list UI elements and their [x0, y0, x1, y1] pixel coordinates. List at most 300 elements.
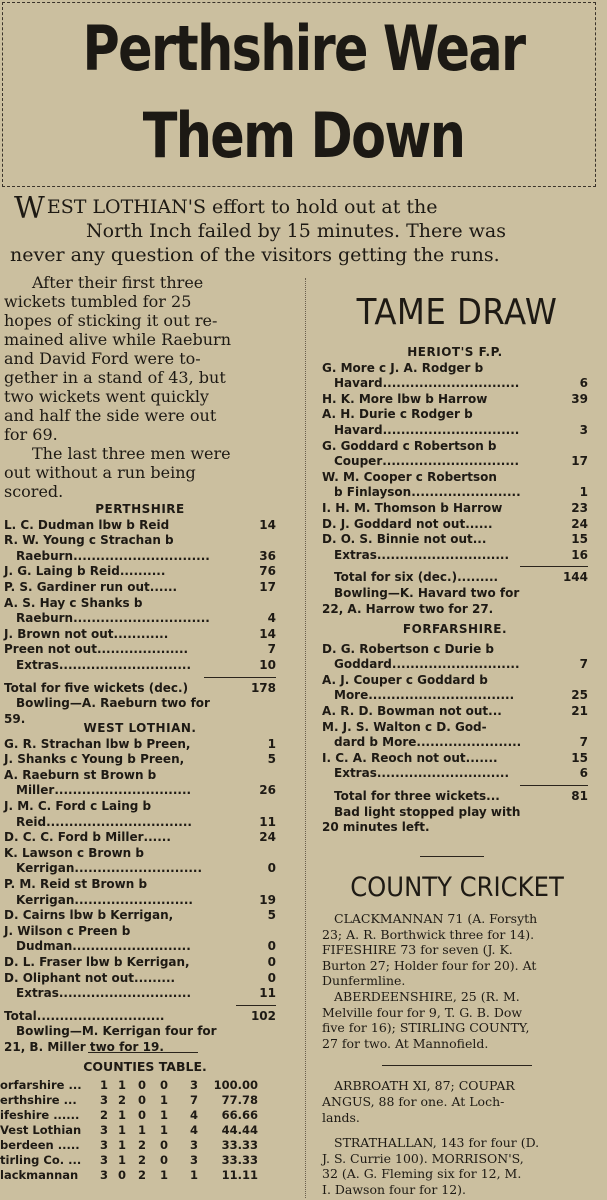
table-cell-l: 0 [137, 1078, 146, 1092]
runs-score: 26 [259, 783, 276, 798]
table-cell-team: lackmannan [0, 1168, 79, 1182]
batsman-entry: D. J. Goddard not out [322, 516, 466, 531]
leader-dots [483, 361, 588, 377]
leader-dots: ... [488, 703, 502, 718]
batsman-entry: W. M. Cooper c Robertson [322, 469, 497, 484]
leader-dots: .............................. [73, 548, 210, 563]
leader-dots [174, 533, 276, 549]
runs-score: 0 [267, 861, 276, 876]
batsman-entry: G. More c J. A. Rodger b [322, 360, 484, 375]
drop-cap: W [14, 191, 45, 226]
body-line: wickets tumbled for 25 [4, 292, 192, 311]
batsman-entry: Goddard [334, 657, 392, 672]
counties-table [0, 1059, 290, 1183]
batsman-entry: P. S. Gardiner run out [4, 579, 150, 594]
headline-line-1: Perthshire Wear [82, 12, 525, 85]
table-cell-p: 3 [99, 1168, 108, 1182]
lead-line-2: North Inch failed by 15 minutes. There was [86, 220, 506, 242]
result-line: lands. [322, 1109, 360, 1125]
runs-score: 19 [259, 892, 276, 907]
batsman-entry: P. M. Reid st Brown b [4, 876, 148, 891]
leader-dots: ...... [143, 830, 171, 845]
score-row [322, 485, 588, 501]
score-row [4, 658, 276, 674]
batsman-entry: Extras [16, 657, 59, 672]
west-lothian-bowling: Bowling—M. Kerrigan four for [16, 1024, 217, 1039]
score-row [322, 517, 588, 533]
score-row [322, 423, 588, 439]
batsman-entry: Extras [334, 766, 377, 781]
table-cell-team: tirling Co. ... [0, 1153, 82, 1167]
runs-score: 17 [259, 579, 276, 594]
table-row [0, 1138, 290, 1153]
result-line: five for 16); STIRLING COUNTY, [322, 1020, 530, 1036]
table-row [0, 1153, 290, 1168]
score-row [4, 939, 276, 955]
result-line: 32 (A. G. Fleming six for 12, M. [322, 1166, 522, 1182]
table-cell-pct: 100.00 [213, 1078, 258, 1092]
total-score: 144 [562, 570, 588, 585]
leader-dots: ...... [465, 516, 493, 531]
table-cell-pct: 33.33 [221, 1138, 258, 1152]
body-line: out without a run being [4, 463, 196, 482]
table-cell-d: 1 [159, 1168, 168, 1182]
table-cell-pct: 44.44 [221, 1123, 258, 1137]
leader-dots [142, 596, 276, 612]
table-cell-l: 1 [137, 1123, 146, 1137]
body-line: for 69. [4, 425, 58, 444]
result-line: 27 for two. At Mannofield. [322, 1035, 489, 1051]
total-score: 81 [571, 788, 588, 803]
batsman-entry: G. Goddard c Robertson b [322, 438, 497, 453]
leader-dots: .......................... [72, 939, 191, 954]
leader-dots: ......... [134, 970, 176, 985]
score-row [322, 720, 588, 736]
leader-dots [487, 392, 571, 408]
headline-line-2: Them Down [142, 99, 465, 172]
table-cell-l: 2 [137, 1153, 146, 1167]
score-row [322, 439, 588, 455]
leader-dots: .............................. [382, 422, 520, 437]
table-cell-d: 1 [159, 1108, 168, 1122]
table-cell-w: 1 [117, 1138, 126, 1152]
batsman-entry: Preen not out [4, 642, 97, 657]
leader-dots [190, 955, 268, 971]
result-line: FIFESHIRE 73 for seven (J. K. [322, 942, 513, 958]
table-cell-pts: 4 [189, 1123, 198, 1137]
leader-dots [184, 752, 267, 768]
table-cell-pts: 1 [189, 1168, 198, 1182]
batsman-entry: A. H. Durie c Rodger b [322, 407, 473, 422]
body-line: and David Ford were to- [4, 349, 201, 368]
score-row [4, 627, 276, 643]
score-row [322, 704, 588, 720]
batsman-entry: A. J. Couper c Goddard b [322, 672, 488, 687]
table-cell-w: 1 [117, 1078, 126, 1092]
leader-dots [497, 470, 588, 486]
score-row [322, 673, 588, 689]
score-row [4, 596, 276, 612]
score-row [4, 580, 276, 596]
table-cell-p: 1 [99, 1078, 108, 1092]
batsman-entry: M. J. S. Walton c D. God- [322, 719, 487, 734]
leader-dots [488, 673, 588, 689]
table-cell-team: berdeen ..... [0, 1138, 80, 1152]
score-row [322, 376, 588, 392]
heriots-bowling: Bowling—K. Havard two for [334, 585, 520, 600]
score-row [4, 737, 276, 753]
score-row [322, 454, 588, 470]
score-row [4, 533, 276, 549]
score-row [322, 548, 588, 564]
score-row [4, 642, 276, 658]
leader-dots: .............................. [54, 783, 192, 798]
lead-paragraph [10, 191, 596, 267]
score-row [4, 830, 276, 846]
runs-score: 23 [571, 500, 588, 515]
county-cricket-results [322, 911, 592, 1198]
leader-dots: ............................ [391, 657, 520, 672]
runs-score: 36 [259, 548, 276, 563]
batsman-entry: Havard [334, 376, 383, 391]
runs-score: 16 [571, 547, 588, 562]
runs-score: 39 [571, 391, 588, 406]
score-row [322, 642, 588, 658]
table-cell-pct: 33.33 [221, 1153, 258, 1167]
result-line: CLACKMANNAN 71 (A. Forsyth [334, 911, 538, 926]
leader-dots: ............................ [74, 861, 203, 876]
total-rule [204, 677, 276, 678]
total-dots: ... [486, 788, 500, 803]
runs-score: 17 [571, 454, 588, 469]
leader-dots: ....................... [416, 735, 522, 750]
total-dots: ............................ [36, 1008, 165, 1023]
west-lothian-scorecard [4, 721, 276, 1055]
batsman-entry: K. Lawson c Brown b [4, 845, 144, 860]
batsman-entry: J. M. C. Ford c Laing b [4, 798, 152, 813]
table-cell-pct: 11.11 [221, 1168, 258, 1182]
batsman-entry: G. R. Strachan lbw b Preen, [4, 736, 191, 751]
total-rule [236, 1005, 276, 1006]
score-row [4, 877, 276, 893]
batsman-entry: J. Wilson c Preen b [4, 923, 131, 938]
score-row [4, 924, 276, 940]
runs-score: 14 [259, 626, 276, 641]
perthshire-bowling-cont: 59. [4, 711, 26, 726]
column-divider [305, 278, 307, 1198]
heriots-total [322, 570, 588, 586]
batsman-entry: Couper [334, 454, 383, 469]
counties-table-heading: COUNTIES TABLE. [83, 1059, 207, 1074]
score-row [4, 893, 276, 909]
table-divider [88, 1052, 198, 1053]
leader-dots: ............................. [376, 766, 510, 781]
heriots-heading: HERIOT'S F.P. [407, 345, 503, 359]
batsman-entry: b Finlayson [334, 485, 412, 500]
forfarshire-total [322, 789, 588, 805]
leader-dots [130, 924, 276, 940]
leader-dots [173, 908, 267, 924]
result-line: ANGUS, 88 for one. At Loch- [322, 1093, 505, 1109]
table-cell-pts: 4 [189, 1108, 198, 1122]
score-row [4, 752, 276, 768]
table-cell-pts: 7 [189, 1093, 198, 1107]
score-row [322, 735, 588, 751]
batsman-entry: Extras [16, 986, 59, 1001]
table-cell-pts: 3 [189, 1138, 198, 1152]
runs-score: 5 [267, 752, 276, 767]
runs-score: 76 [259, 564, 276, 579]
runs-score: 4 [267, 611, 276, 626]
batsman-entry: A. Raeburn st Brown b [4, 767, 157, 782]
leader-dots [144, 846, 276, 862]
batsman-entry: Kerrigan [16, 892, 75, 907]
body-line: and half the side were out [4, 406, 217, 425]
leader-dots: ... [472, 532, 487, 547]
score-row [322, 407, 588, 423]
runs-score: 6 [579, 376, 588, 391]
runs-score: 24 [571, 516, 588, 531]
table-cell-l: 2 [137, 1168, 146, 1182]
leader-dots: .......... [119, 564, 166, 579]
leader-dots: ................................ [46, 814, 192, 829]
runs-score: 5 [267, 908, 276, 923]
leader-dots [473, 407, 588, 423]
batsman-entry: Kerrigan [16, 861, 75, 876]
body-line: scored. [4, 482, 64, 501]
score-row [322, 532, 588, 548]
batsman-entry: dard b More [334, 735, 417, 750]
total-rule [520, 566, 588, 567]
body-line: gether in a stand of 43, but [4, 368, 226, 387]
batsman-entry: I. C. A. Reoch not out [322, 750, 466, 765]
table-cell-w: 0 [117, 1168, 126, 1182]
table-cell-d: 0 [159, 1138, 168, 1152]
runs-score: 7 [267, 642, 276, 657]
table-cell-p: 3 [99, 1138, 108, 1152]
table-cell-team: erthshire ... [0, 1093, 77, 1107]
table-row [0, 1093, 290, 1108]
result-line: Melville four for 9, T. G. B. Dow [322, 1004, 523, 1020]
batsman-entry: D. L. Fraser lbw b Kerrigan, [4, 954, 190, 969]
perthshire-bowling: Bowling—A. Raeburn two for [16, 696, 210, 711]
table-cell-w: 1 [117, 1108, 126, 1122]
leader-dots [147, 877, 276, 893]
batsman-entry: D. C. C. Ford b Miller [4, 830, 144, 845]
forfarshire-heading: FORFARSHIRE. [402, 622, 508, 636]
score-row [322, 501, 588, 517]
table-cell-d: 1 [159, 1093, 168, 1107]
batsman-entry: Miller [16, 783, 55, 798]
table-cell-p: 3 [99, 1093, 108, 1107]
score-row [4, 611, 276, 627]
score-row [4, 768, 276, 784]
perthshire-heading: PERTHSHIRE [95, 502, 185, 516]
total-score: 178 [250, 680, 276, 695]
score-row [4, 846, 276, 862]
table-cell-l: 0 [137, 1108, 146, 1122]
batsman-entry: Reid [16, 814, 47, 829]
table-cell-w: 1 [117, 1153, 126, 1167]
leader-dots: .......................... [74, 892, 193, 907]
leader-dots [151, 799, 276, 815]
runs-score: 14 [259, 517, 276, 532]
table-cell-p: 3 [99, 1153, 108, 1167]
runs-score: 1 [267, 736, 276, 751]
forfarshire-note-cont: 20 minutes left. [322, 820, 430, 835]
total-label: Total for six (dec.) [334, 570, 458, 585]
table-cell-d: 1 [159, 1123, 168, 1137]
lead-line-1: EST LOTHIAN'S effort to hold out at the [46, 196, 438, 218]
score-row [322, 688, 588, 704]
table-cell-pct: 77.78 [221, 1093, 258, 1107]
batsman-entry: D. G. Robertson c Durie b [322, 641, 494, 656]
total-label: Total for three wickets [334, 788, 487, 803]
score-row [322, 766, 588, 782]
table-cell-d: 0 [159, 1153, 168, 1167]
score-row [322, 470, 588, 486]
body-line: mained alive while Raeburn [4, 330, 232, 349]
batsman-entry: D. Cairns lbw b Kerrigan, [4, 908, 174, 923]
result-line: STRATHALLAN, 143 for four (D. [334, 1135, 540, 1151]
runs-score: 0 [267, 939, 276, 954]
table-cell-l: 2 [137, 1138, 146, 1152]
result-line: Burton 27; Holder four for 20). At [322, 957, 537, 973]
runs-score: 11 [259, 814, 276, 829]
leader-dots: ...... [149, 579, 178, 594]
table-cell-w: 1 [117, 1123, 126, 1137]
score-row [4, 955, 276, 971]
batsman-entry: Havard [334, 422, 383, 437]
batsman-entry: Extras [334, 547, 377, 562]
score-row [322, 751, 588, 767]
leader-dots: .............................. [73, 611, 210, 626]
runs-score: 0 [267, 954, 276, 969]
runs-score: 25 [571, 688, 588, 703]
runs-score: 7 [579, 735, 588, 750]
score-row [4, 518, 276, 534]
table-cell-w: 2 [117, 1093, 126, 1107]
forfarshire-note: Bad light stopped play with [334, 804, 521, 819]
table-cell-p: 2 [99, 1108, 108, 1122]
score-row [4, 861, 276, 877]
leader-dots [494, 642, 588, 658]
leader-dots: ............ [113, 626, 169, 641]
runs-score: 24 [259, 830, 276, 845]
heriots-scorecard [322, 345, 588, 617]
section-divider [420, 856, 484, 857]
body-line: After their first three [32, 273, 204, 292]
batsman-entry: J. G. Laing b Reid [4, 564, 120, 579]
table-cell-pct: 66.66 [221, 1108, 258, 1122]
runs-score: 15 [571, 532, 588, 547]
result-line: Dunfermline. [322, 973, 406, 989]
runs-score: 10 [259, 657, 276, 672]
table-row [0, 1168, 290, 1183]
batsman-entry: A. S. Hay c Shanks b [4, 595, 143, 610]
leader-dots [190, 737, 267, 753]
runs-score: 3 [579, 422, 588, 437]
score-row [4, 986, 276, 1002]
score-row [4, 815, 276, 831]
leader-dots: ............................. [376, 547, 510, 562]
table-row [0, 1123, 290, 1138]
leader-dots: ................................ [368, 688, 515, 703]
result-line: ABERDEENSHIRE, 25 (R. M. [334, 988, 520, 1004]
batsman-entry: Dudman [16, 939, 73, 954]
lead-line-3: never any question of the visitors getting the runs. [10, 244, 500, 266]
batsman-entry: J. Brown not out [4, 626, 114, 641]
score-row [4, 908, 276, 924]
leader-dots: .............................. [382, 376, 520, 391]
perthshire-scorecard [4, 502, 276, 727]
table-cell-pts: 3 [189, 1078, 198, 1092]
batsman-entry: D. O. S. Binnie not out [322, 532, 473, 547]
score-row [322, 361, 588, 377]
runs-score: 21 [571, 703, 588, 718]
leader-dots: .................... [96, 642, 189, 657]
tame-draw-heading: TAME DRAW [356, 292, 558, 333]
body-line: two wickets went quickly [4, 387, 209, 406]
leader-dots [156, 768, 276, 784]
score-row [4, 799, 276, 815]
leader-dots: ............................. [58, 986, 192, 1001]
batsman-entry: D. Oliphant not out [4, 970, 135, 985]
leader-dots: ............................. [58, 657, 192, 672]
leader-dots: .............................. [382, 454, 520, 469]
article-body [4, 273, 282, 501]
result-line: 23; A. R. Borthwick three for 14). [322, 926, 535, 942]
west-lothian-bowling-cont: 21, B. Miller two for 19. [4, 1039, 164, 1054]
score-row [322, 392, 588, 408]
runs-score: 0 [267, 970, 276, 985]
batsman-entry: I. H. M. Thomson b Harrow [322, 500, 503, 515]
west-lothian-total [4, 1009, 276, 1025]
perthshire-total [4, 681, 276, 697]
heriots-bowling-cont: 22, A. Harrow two for 27. [322, 601, 494, 616]
body-line: The last three men were [32, 444, 231, 463]
score-row [4, 971, 276, 987]
result-line: I. Dawson four for 12). [322, 1181, 467, 1197]
leader-dots [502, 501, 571, 517]
table-cell-team: ifeshire ...... [0, 1108, 80, 1122]
batsman-entry: J. Shanks c Young b Preen, [4, 752, 185, 767]
total-label: Total for five wickets (dec.) [4, 680, 189, 695]
result-line: ARBROATH XI, 87; COUPAR [334, 1078, 515, 1094]
table-cell-p: 3 [99, 1123, 108, 1137]
forfarshire-scorecard [322, 622, 588, 836]
batsman-entry: R. W. Young c Strachan b [4, 533, 174, 548]
runs-score: 1 [579, 485, 588, 500]
runs-score: 6 [579, 766, 588, 781]
leader-dots: ....... [465, 750, 498, 765]
total-score: 102 [250, 1008, 276, 1023]
batsman-entry: Raeburn [16, 548, 74, 563]
result-line: J. S. Currie 100). MORRISON'S, [322, 1150, 524, 1166]
score-row [322, 657, 588, 673]
runs-score: 15 [571, 750, 588, 765]
batsman-entry: A. R. D. Bowman not out [322, 703, 489, 718]
batsman-entry: Raeburn [16, 611, 74, 626]
batsman-entry: H. K. More lbw b Harrow [322, 391, 488, 406]
total-label: Total [4, 1008, 37, 1023]
table-cell-pts: 3 [189, 1153, 198, 1167]
batsman-entry: More [334, 688, 369, 703]
body-line: hopes of sticking it out re- [4, 311, 218, 330]
table-cell-team: Vest Lothian [0, 1123, 82, 1137]
county-cricket-heading: COUNTY CRICKET [350, 872, 564, 903]
score-row [4, 783, 276, 799]
